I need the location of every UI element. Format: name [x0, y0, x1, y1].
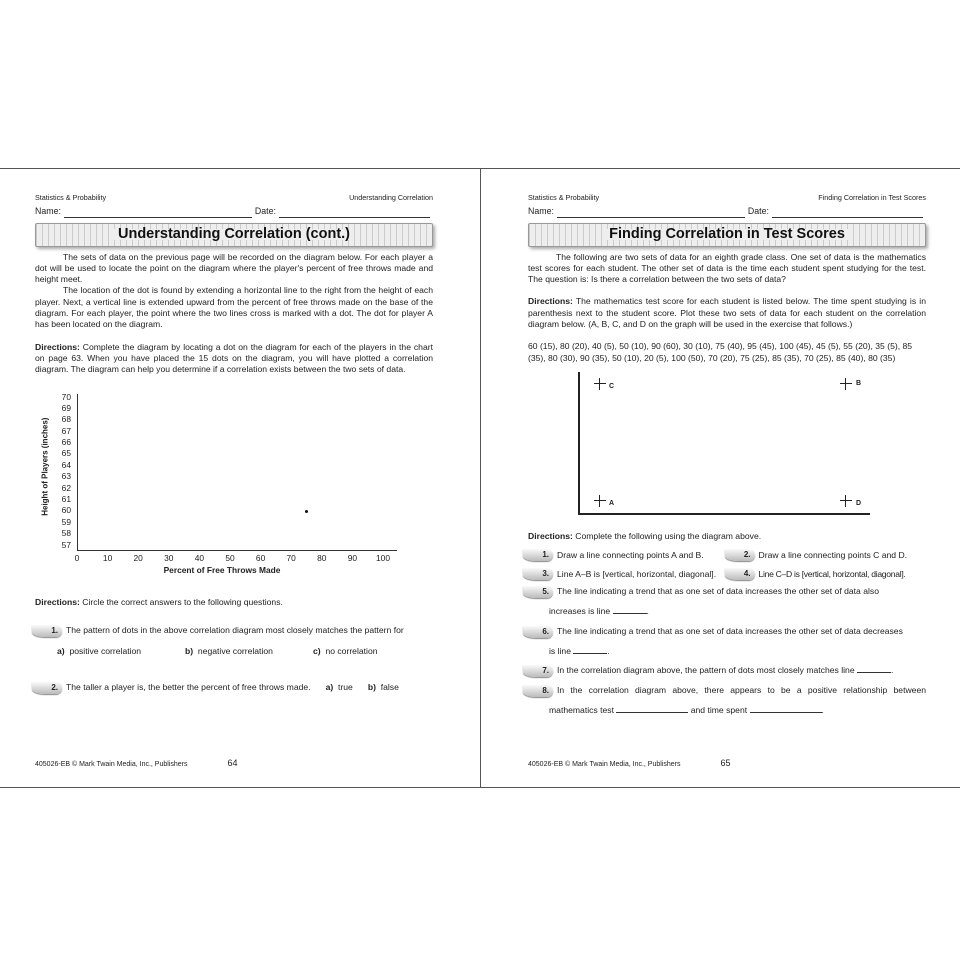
footer-text: 405026-EB © Mark Twain Media, Inc., Publishers: [528, 761, 681, 768]
question-text: Draw a line connecting points A and B.: [557, 549, 704, 560]
name-label: Name:: [528, 206, 554, 217]
x-tick-label: 10: [102, 552, 113, 563]
questions-1-2: [523, 549, 926, 561]
option-b[interactable]: b) negative correlation: [185, 645, 273, 656]
question-text: In the correlation diagram above, the pattern of dots most closely matches line: [557, 664, 855, 675]
question-1: [32, 625, 433, 637]
question-number: 6.: [523, 626, 553, 638]
directions-text: The mathematics test score for each student is listed below. The time spent studying is in parenthesis next to the student score. Plot these two sets of data for each student on the correlation diagram below. (A, B, C, and D on the graph will be used in the exercise that follows.): [528, 296, 926, 330]
option-a[interactable]: a) positive correlation: [57, 645, 142, 656]
point-a-cross-icon: [594, 495, 606, 507]
question-7: 7. In the correlation diagram above, the pattern of dots most closely matches line .: [523, 665, 926, 677]
y-tick-label: 64: [61, 459, 71, 470]
question-4: [725, 568, 927, 580]
y-tick-label: 66: [61, 437, 71, 448]
score-data-list: 60 (15), 80 (20), 40 (5), 50 (10), 90 (60), 30 (10), 75 (40), 95 (45), 100 (45), 45 (5), 55 (20), 35 (5), 85 (35), 80 (30), 90 (35), 50 (10), 20 (5), 100 (50), 70 (20), 75 (25), 85 (35), 70 (25), 85 (40), 80 (35): [528, 341, 913, 363]
right-page: [528, 192, 926, 716]
page-divider: [480, 168, 481, 788]
topic: Understanding Correlation: [349, 193, 433, 202]
answer-blank[interactable]: [613, 606, 647, 614]
x-tick-label: 60: [255, 552, 266, 563]
directions-label: Directions:: [528, 530, 573, 541]
directions-label: Directions:: [35, 596, 80, 607]
y-tick-label: 61: [61, 494, 71, 505]
x-tick-label: 50: [225, 552, 235, 563]
question-6: [523, 626, 926, 638]
y-tick-label: 65: [61, 448, 71, 459]
question-number: 4.: [725, 568, 755, 580]
point-c-label: C: [609, 382, 615, 390]
page-number: 64: [227, 758, 238, 768]
question-1-options: [57, 646, 433, 657]
answer-blank-test[interactable]: [616, 705, 688, 713]
subject: Statistics & Probability: [35, 193, 107, 202]
question-8-cont: mathematics test and time spent .: [549, 704, 824, 715]
y-tick-label: 70: [61, 391, 71, 402]
point-b-cross-icon: [840, 378, 852, 390]
directions-text: Complete the following using the diagram above.: [572, 530, 762, 541]
directions-2: [528, 531, 926, 542]
date-field[interactable]: [279, 210, 430, 218]
left-footer: [35, 758, 238, 768]
y-axis-label: Height of Players (inches): [40, 417, 50, 516]
question-text: Line C–D is [vertical, horizontal, diagonal].: [758, 568, 906, 579]
question-2: [725, 549, 927, 561]
y-axis: [578, 372, 580, 515]
question-number: 5.: [523, 586, 553, 598]
page-number: 65: [720, 758, 731, 768]
question-text: The pattern of dots in the above correlation diagram most closely matches the pattern for: [66, 624, 404, 635]
footer-text: 405026-EB © Mark Twain Media, Inc., Publishers: [35, 761, 188, 768]
y-axis: [77, 394, 78, 551]
answer-blank[interactable]: [573, 646, 607, 654]
point-c-cross-icon: [594, 378, 606, 390]
date-field[interactable]: [772, 210, 923, 218]
y-tick-label: 69: [61, 402, 71, 413]
question-number: 1.: [523, 549, 553, 561]
option-a[interactable]: a) true: [325, 682, 353, 693]
directions-paragraph: [35, 342, 433, 376]
answer-blank[interactable]: [857, 665, 891, 673]
name-field[interactable]: [557, 210, 745, 218]
directions-text: Circle the correct answers to the following questions.: [79, 596, 283, 607]
question-number: 3.: [523, 568, 553, 580]
name-field[interactable]: [64, 210, 252, 218]
question-number: 7.: [523, 665, 553, 677]
point-d-cross-icon: [840, 495, 852, 507]
point-d-label: D: [856, 499, 862, 507]
x-tick-label: 70: [286, 552, 296, 563]
intro-paragraph: The sets of data on the previous page will be recorded on the diagram below. For each player a dot will be used to locate the point on the diagram where the player's percent of free throws made and height meet.: [35, 251, 433, 285]
x-axis: [77, 550, 397, 551]
question-number: 1.: [32, 625, 62, 637]
option-b[interactable]: b) false: [367, 682, 399, 693]
question-5: [523, 586, 926, 598]
answer-blank-time[interactable]: [750, 705, 822, 713]
option-c[interactable]: c) no correlation: [313, 645, 378, 656]
question-6-cont: is line .: [549, 645, 610, 656]
x-tick-label: 100: [376, 552, 390, 563]
question-number: 2.: [725, 549, 755, 561]
date-label: Date:: [254, 206, 276, 217]
point-b-label: B: [856, 379, 862, 387]
right-footer: [528, 758, 731, 768]
question-8: [523, 685, 926, 697]
question-number: 8.: [523, 685, 553, 697]
questions-3-4: [523, 568, 926, 580]
x-tick-label: 30: [164, 552, 174, 563]
x-axis: [578, 513, 870, 515]
directions-label: Directions:: [528, 296, 573, 307]
x-tick-label: 20: [133, 552, 143, 563]
directions-label: Directions:: [35, 341, 80, 352]
question-text: In the correlation diagram above, there appears to be a positive relationship between: [557, 684, 926, 695]
y-tick-label: 68: [61, 414, 71, 425]
question-2: [32, 682, 433, 694]
date-label: Date:: [747, 206, 769, 217]
x-axis-label: Percent of Free Throws Made: [163, 564, 281, 575]
question-text: is line: [549, 645, 571, 656]
point-a-label: A: [609, 499, 615, 507]
question-text: The taller a player is, the better the percent of free throws made.: [66, 682, 311, 693]
question-number: 2.: [32, 682, 62, 694]
y-tick-label: 62: [61, 482, 71, 493]
question-text: Draw a line connecting points C and D.: [758, 549, 908, 560]
x-tick-label: 0: [74, 552, 80, 563]
directions-2: [35, 597, 433, 608]
y-tick-label: 67: [61, 425, 71, 436]
x-tick-label: 90: [347, 552, 358, 563]
data-point: [305, 510, 308, 513]
question-text: The line indicating a trend that as one set of data increases the other set of data also: [557, 586, 879, 597]
y-tick-label: 59: [61, 516, 71, 527]
correlation-chart[interactable]: [35, 386, 433, 591]
question-text: The line indicating a trend that as one set of data increases the other set of data decreases: [557, 625, 903, 636]
topic: Finding Correlation in Test Scores: [818, 193, 926, 202]
question-1: [523, 549, 725, 561]
title-banner: [528, 223, 926, 247]
y-tick-label: 63: [61, 471, 71, 482]
x-tick-label: 40: [194, 552, 205, 563]
y-tick-label: 57: [61, 539, 71, 550]
left-page: [35, 192, 433, 694]
question-text: increases is line: [549, 606, 611, 617]
title-banner: [35, 223, 433, 247]
y-tick-label: 60: [61, 505, 71, 516]
intro-paragraph: The following are two sets of data for an eighth grade class. One set of data is the mathematics test scores for each student. The other set of data is the time each student spent studying for the test. The question is: Is there a correlation between the two sets of data?: [528, 251, 926, 285]
correlation-diagram[interactable]: [528, 372, 926, 527]
question-3: [523, 568, 725, 580]
x-tick-label: 80: [317, 552, 327, 563]
question-5-cont: increases is line .: [549, 606, 649, 617]
page-title: Finding Correlation in Test Scores: [605, 229, 849, 240]
y-tick-label: 58: [61, 528, 71, 539]
explanation-paragraph: The location of the dot is found by extending a horizontal line to the right from the height of each player. Next, a vertical line is extended upward from the percent of free throws made on the base of the diagram. For each player, the point where the two lines cross is marked with a dot. The dot for player A has been located on the diagram.: [35, 285, 433, 330]
subject: Statistics & Probability: [528, 193, 600, 202]
question-text: mathematics test: [549, 704, 614, 715]
page-title: Understanding Correlation (cont.): [114, 229, 354, 240]
name-label: Name:: [35, 206, 61, 217]
directions-text: Complete the diagram by locating a dot on the diagram for each of the players in the chart on page 63. When you have placed the 15 dots on the diagram, you will have plotted a correlation diagram. The diagram can help you determine if a correlation exists between the two sets of data.: [35, 341, 433, 375]
question-text: Line A–B is [vertical, horizontal, diagonal].: [557, 568, 717, 579]
directions-paragraph: [528, 296, 926, 330]
question-text: and time spent: [690, 704, 748, 715]
